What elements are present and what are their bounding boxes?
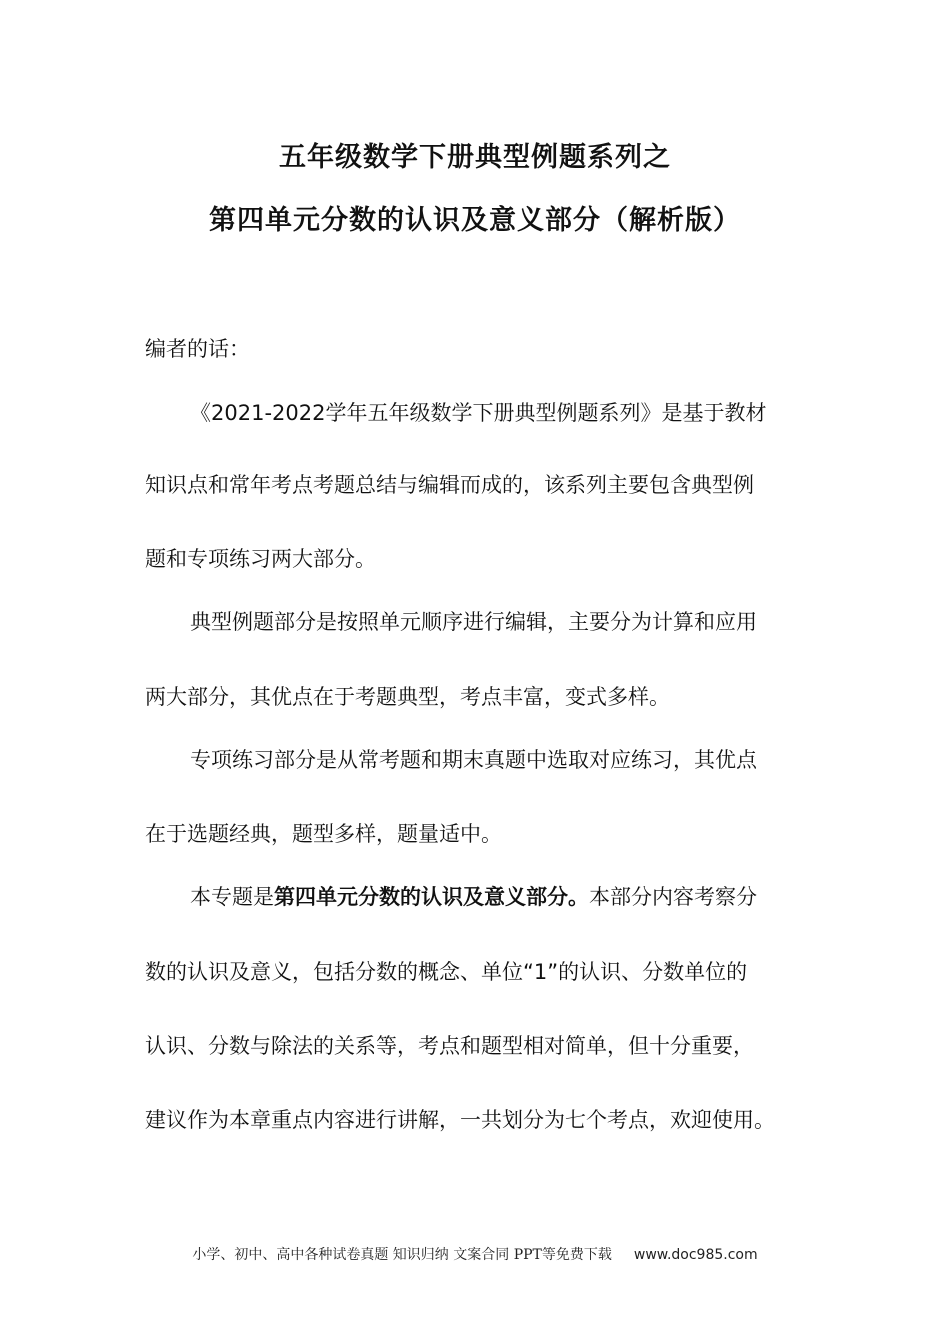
paragraph-4-tail: 本部分内容考察分	[589, 885, 757, 909]
paragraph-2-line-2: 两大部分，其优点在于考题典型，考点丰富，变式多样。	[145, 685, 670, 709]
paragraph-1-line-2: 知识点和常年考点考题总结与编辑而成的，该系列主要包含典型例	[145, 473, 754, 497]
paragraph-4-line-3: 认识、分数与除法的关系等，考点和题型相对简单，但十分重要，	[145, 1034, 754, 1058]
paragraph-2-line-1: 典型例题部分是按照单元顺序进行编辑，主要分为计算和应用	[190, 610, 757, 634]
paragraph-4-lead: 本专题是	[190, 885, 274, 909]
paragraph-4-topic-bold: 第四单元分数的认识及意义部分。	[274, 885, 589, 909]
footer-url: www.doc985.com	[633, 1247, 758, 1263]
paragraph-1-line-1: 《2021-2022学年五年级数学下册典型例题系列》是基于教材	[190, 401, 767, 425]
document-title-line-2: 第四单元分数的认识及意义部分（解析版）	[209, 205, 741, 236]
footer-text: 小学、初中、高中各种试卷真题 知识归纳 文案合同 PPT等免费下载	[192, 1247, 612, 1263]
paragraph-4-line-1	[190, 881, 757, 911]
paragraph-3-line-1: 专项练习部分是从常考题和期末真题中选取对应练习，其优点	[190, 748, 757, 772]
paragraph-3-line-2: 在于选题经典，题型多样，题量适中。	[145, 822, 502, 846]
paragraph-1-line-3: 题和专项练习两大部分。	[145, 547, 376, 571]
paragraph-4-line-4: 建议作为本章重点内容进行讲解，一共划分为七个考点，欢迎使用。	[145, 1108, 775, 1132]
preface-heading: 编者的话：	[145, 337, 250, 361]
page-footer	[0, 1244, 950, 1264]
document-title-line-1: 五年级数学下册典型例题系列之	[279, 142, 671, 173]
paragraph-4-line-2: 数的认识及意义，包括分数的概念、单位“1”的认识、分数单位的	[145, 960, 748, 984]
